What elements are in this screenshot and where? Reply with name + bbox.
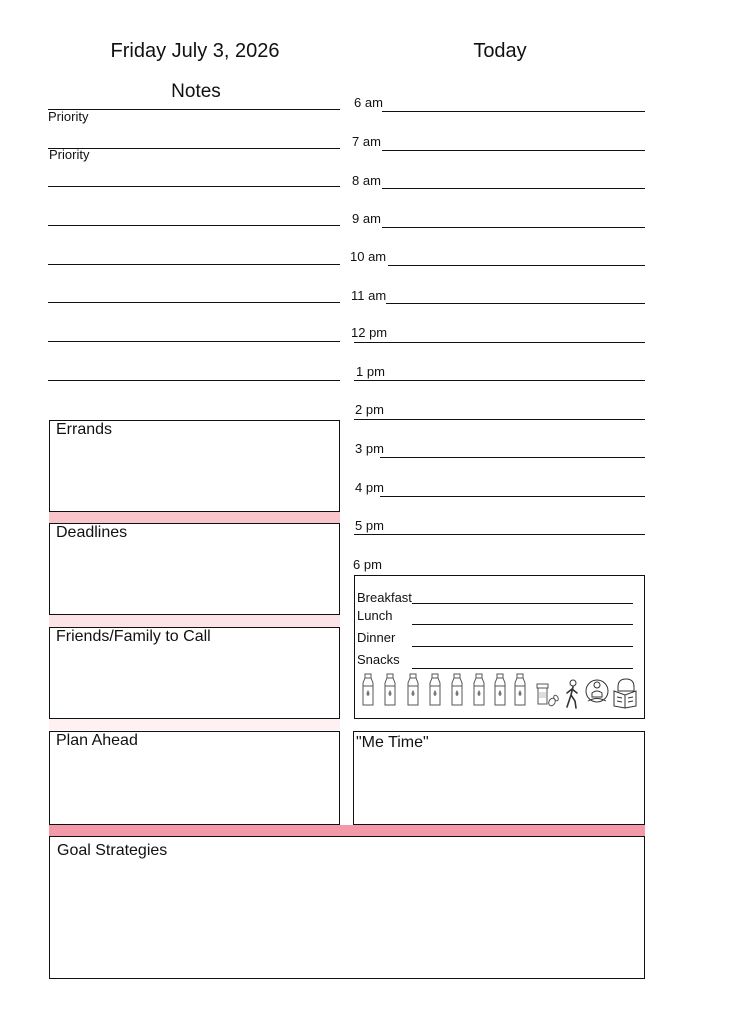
- notes-line[interactable]: [48, 264, 340, 265]
- notes-line[interactable]: [48, 148, 340, 149]
- plan-ahead-label: Plan Ahead: [56, 732, 138, 749]
- time-label: 4 pm: [355, 480, 384, 495]
- errands-label: Errands: [56, 421, 113, 438]
- date-title: Friday July 3, 2026: [110, 40, 280, 62]
- time-label: 6 am: [354, 95, 383, 110]
- water-bottle-icon[interactable]: [382, 673, 398, 707]
- meal-line[interactable]: [412, 668, 633, 669]
- meal-label-snacks: Snacks: [357, 652, 400, 667]
- time-line[interactable]: [382, 227, 645, 228]
- meal-line[interactable]: [412, 603, 633, 604]
- today-title: Today: [473, 40, 527, 62]
- time-line[interactable]: [380, 496, 645, 497]
- time-label: 12 pm: [351, 325, 388, 340]
- me-time-box[interactable]: [353, 731, 645, 825]
- time-label: 7 am: [352, 134, 381, 149]
- meals-tracker-box: [354, 575, 645, 719]
- deadlines-box[interactable]: [49, 523, 340, 615]
- meal-line[interactable]: [412, 624, 633, 625]
- water-bottle-icon[interactable]: [427, 673, 443, 707]
- goal-strategies-label: Goal Strategies: [57, 842, 168, 859]
- notes-line[interactable]: [48, 302, 340, 303]
- meditation-icon[interactable]: [584, 677, 610, 707]
- time-line[interactable]: [354, 419, 645, 420]
- errands-box[interactable]: [49, 420, 340, 512]
- reading-icon[interactable]: [611, 677, 639, 709]
- notes-line[interactable]: [48, 225, 340, 226]
- divider-band: [49, 718, 340, 730]
- notes-line[interactable]: [48, 341, 340, 342]
- water-bottle-icon[interactable]: [405, 673, 421, 707]
- water-bottle-icon[interactable]: [512, 673, 528, 707]
- friends-family-label: Friends/Family to Call: [56, 628, 211, 645]
- priority-label: Priority: [48, 109, 89, 124]
- meal-line[interactable]: [412, 646, 633, 647]
- water-bottle-icon[interactable]: [492, 673, 508, 707]
- priority-label: Priority: [49, 147, 90, 162]
- time-line[interactable]: [380, 457, 645, 458]
- meal-label-lunch: Lunch: [357, 608, 393, 623]
- time-line[interactable]: [382, 188, 645, 189]
- time-label: 2 pm: [355, 402, 384, 417]
- time-line[interactable]: [382, 111, 645, 112]
- time-line[interactable]: [354, 380, 645, 381]
- plan-ahead-box[interactable]: [49, 731, 340, 825]
- time-label: 6 pm: [353, 557, 382, 572]
- time-label: 11 am: [351, 288, 387, 303]
- notes-title: Notes: [171, 81, 221, 102]
- walking-icon[interactable]: [561, 679, 583, 709]
- pill-bottle-icon[interactable]: [535, 682, 559, 708]
- me-time-label: "Me Time": [356, 734, 429, 751]
- friends-family-box[interactable]: [49, 627, 340, 719]
- time-label: 1 pm: [356, 364, 385, 379]
- water-bottle-icon[interactable]: [471, 673, 487, 707]
- water-bottle-icon[interactable]: [449, 673, 465, 707]
- meal-label-dinner: Dinner: [357, 630, 396, 645]
- deadlines-label: Deadlines: [56, 524, 128, 541]
- water-bottle-icon[interactable]: [360, 673, 376, 707]
- goal-strategies-box[interactable]: [49, 836, 645, 979]
- time-label: 9 am: [352, 211, 381, 226]
- time-label: 5 pm: [355, 518, 384, 533]
- time-label: 10 am: [350, 249, 387, 264]
- time-line[interactable]: [386, 303, 645, 304]
- time-line[interactable]: [354, 534, 645, 535]
- meal-label-breakfast: Breakfast: [357, 590, 412, 605]
- notes-line[interactable]: [48, 109, 340, 110]
- time-line[interactable]: [382, 150, 645, 151]
- time-label: 3 pm: [355, 441, 384, 456]
- notes-line[interactable]: [48, 186, 340, 187]
- time-label: 8 am: [352, 173, 381, 188]
- divider-band: [49, 615, 340, 627]
- notes-line[interactable]: [48, 380, 340, 381]
- time-line[interactable]: [354, 342, 645, 343]
- time-line[interactable]: [388, 265, 645, 266]
